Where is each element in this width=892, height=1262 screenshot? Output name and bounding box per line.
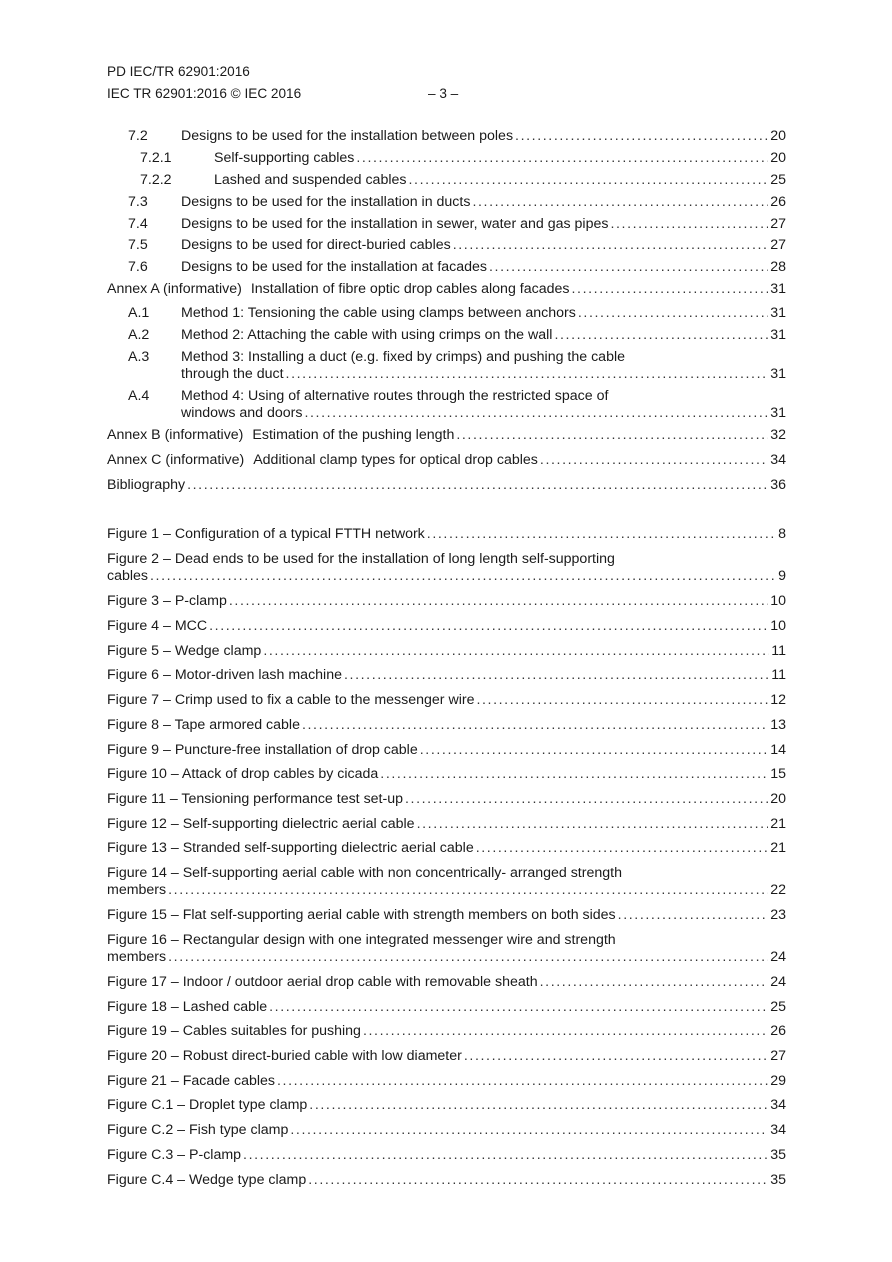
page-number: – 3 –	[428, 86, 459, 101]
toc-item[interactable]	[107, 452, 786, 469]
toc-item-title: Method 3: Installing a duct (e.g. fixed by crimps) and pushing the cable	[181, 349, 626, 365]
toc-item[interactable]	[107, 172, 786, 189]
dot-leader	[417, 816, 769, 833]
toc-item-title: Designs to be used for the installation at facades	[181, 259, 488, 275]
page-reference: 31	[770, 327, 786, 343]
dot-leader	[476, 692, 768, 709]
dot-leader	[363, 1023, 768, 1040]
toc-item-number: 7.3	[128, 194, 148, 210]
title-continuation: cables	[107, 568, 149, 584]
dot-leader	[209, 618, 768, 635]
page-reference: 34	[770, 1097, 786, 1113]
figure-list-item[interactable]	[107, 742, 786, 759]
toc-item-title: Lashed and suspended cables	[214, 172, 407, 188]
toc-item[interactable]	[107, 237, 786, 254]
figure-list-item[interactable]	[107, 1073, 786, 1090]
toc-item-number: Annex C (informative)	[107, 452, 245, 468]
figure-title: Figure 14 – Self-supporting aerial cable with non concentrically- arranged strength	[107, 865, 622, 881]
dot-leader	[187, 477, 768, 494]
document-id: PD IEC/TR 62901:2016	[107, 64, 250, 79]
dot-leader	[304, 405, 768, 422]
toc-item[interactable]	[107, 305, 786, 322]
figure-title: Figure 20 – Robust direct-buried cable with low diameter	[107, 1048, 462, 1064]
figure-title: Figure 15 – Flat self-supporting aerial cable with strength members on both sides	[107, 907, 616, 923]
figure-title: Figure 3 – P-clamp	[107, 593, 227, 609]
figure-list-item[interactable]	[107, 1172, 786, 1189]
page-reference: 27	[770, 237, 786, 253]
dot-leader	[453, 237, 769, 254]
dot-leader	[290, 1122, 768, 1139]
dot-leader	[269, 999, 768, 1016]
page-reference: 31	[770, 281, 786, 297]
page-reference: 28	[770, 259, 786, 275]
toc-item-number: A.2	[128, 327, 150, 343]
dot-leader	[277, 1073, 768, 1090]
page-reference: 26	[770, 194, 786, 210]
copyright-line: IEC TR 62901:2016 © IEC 2016	[107, 86, 302, 101]
page-reference: 31	[770, 366, 786, 382]
toc-item[interactable]	[107, 388, 786, 422]
toc-item-number: 7.2	[128, 128, 148, 144]
figure-list-item[interactable]	[107, 526, 786, 543]
figure-list-item[interactable]	[107, 551, 786, 585]
dot-leader	[540, 974, 769, 991]
toc-item[interactable]	[107, 427, 786, 444]
toc-item-title: Installation of fibre optic drop cables along facades	[250, 281, 570, 297]
dot-leader	[309, 1097, 768, 1114]
dot-leader	[456, 427, 768, 444]
figure-list-item[interactable]	[107, 593, 786, 610]
page-reference: 8	[778, 526, 786, 542]
dot-leader	[578, 305, 768, 322]
dot-leader	[427, 526, 776, 543]
toc-item-title: Designs to be used for direct-buried cables	[181, 237, 451, 253]
figure-list-item[interactable]	[107, 974, 786, 991]
page-reference: 32	[770, 427, 786, 443]
page-reference: 20	[770, 150, 786, 166]
dot-leader	[472, 194, 768, 211]
page-reference: 13	[770, 717, 786, 733]
page-reference: 35	[770, 1147, 786, 1163]
page-reference: 34	[770, 452, 786, 468]
figure-title: Figure 4 – MCC	[107, 618, 208, 634]
dot-leader	[464, 1048, 768, 1065]
toc-item-number: 7.5	[128, 237, 148, 253]
figure-title: Figure 5 – Wedge clamp	[107, 643, 262, 659]
figure-list-item[interactable]	[107, 643, 786, 660]
dot-leader	[150, 568, 776, 585]
page-reference: 24	[770, 949, 786, 965]
figure-title: Figure C.3 – P-clamp	[107, 1147, 242, 1163]
dot-leader	[476, 840, 769, 857]
figure-title: Figure 19 – Cables suitables for pushing	[107, 1023, 361, 1039]
dot-leader	[571, 281, 768, 298]
dot-leader	[263, 643, 769, 660]
figure-list-item[interactable]	[107, 840, 786, 857]
figure-title: Figure 2 – Dead ends to be used for the installation of long length self-supporting	[107, 551, 615, 567]
page-reference: 22	[770, 882, 786, 898]
dot-leader	[286, 366, 769, 383]
figure-list-item[interactable]	[107, 999, 786, 1016]
toc-item-number: A.3	[128, 349, 150, 365]
figure-title: Figure 7 – Crimp used to fix a cable to the messenger wire	[107, 692, 475, 708]
figure-title: Figure 10 – Attack of drop cables by cicada	[107, 766, 379, 782]
figure-list-item[interactable]	[107, 1122, 786, 1139]
figure-title: Figure C.2 – Fish type clamp	[107, 1122, 289, 1138]
toc-item[interactable]	[107, 128, 786, 145]
toc-item-title: Bibliography	[107, 477, 186, 493]
toc-item[interactable]	[107, 216, 786, 233]
page-reference: 12	[770, 692, 786, 708]
title-continuation: members	[107, 882, 167, 898]
dot-leader	[168, 882, 768, 899]
figure-list-item[interactable]	[107, 1097, 786, 1114]
toc-item-number: 7.6	[128, 259, 148, 275]
figure-list-item[interactable]	[107, 1147, 786, 1164]
toc-item-title: Designs to be used for the installation in sewer, water and gas pipes	[181, 216, 609, 232]
page-reference: 10	[770, 618, 786, 634]
figure-list-item[interactable]	[107, 766, 786, 783]
toc-item-title: Method 4: Using of alternative routes through the restricted space of	[181, 388, 609, 404]
dot-leader	[540, 452, 768, 469]
page-reference: 9	[778, 568, 786, 584]
page-reference: 14	[770, 742, 786, 758]
dot-leader	[344, 667, 769, 684]
figure-list-item[interactable]	[107, 907, 786, 924]
dot-leader	[420, 742, 768, 759]
figure-list-item[interactable]	[107, 692, 786, 709]
toc-item-number: 7.2.2	[140, 172, 172, 188]
figure-title: Figure 18 – Lashed cable	[107, 999, 268, 1015]
page-reference: 35	[770, 1172, 786, 1188]
toc-item-number: Annex B (informative)	[107, 427, 244, 443]
toc-item[interactable]	[107, 477, 786, 494]
figure-list-item[interactable]	[107, 816, 786, 833]
page-reference: 27	[770, 1048, 786, 1064]
dot-leader	[618, 907, 769, 924]
figure-list-item[interactable]	[107, 667, 786, 684]
dot-leader	[168, 949, 768, 966]
dot-leader	[229, 593, 768, 610]
page-reference: 21	[770, 840, 786, 856]
toc-item-number: A.1	[128, 305, 150, 321]
toc-item-title: Additional clamp types for optical drop cables	[253, 452, 538, 468]
page-reference: 29	[770, 1073, 786, 1089]
page-reference: 21	[770, 816, 786, 832]
toc-item-title: Method 1: Tensioning the cable using clamps between anchors	[181, 305, 576, 321]
page-reference: 36	[770, 477, 786, 493]
page-reference: 20	[770, 128, 786, 144]
page-reference: 25	[770, 999, 786, 1015]
figure-title: Figure 21 – Facade cables	[107, 1073, 275, 1089]
toc-item[interactable]	[107, 259, 786, 276]
toc-item-title: Designs to be used for the installation in ducts	[181, 194, 471, 210]
figure-title: Figure C.1 – Droplet type clamp	[107, 1097, 308, 1113]
figure-title: Figure C.4 – Wedge type clamp	[107, 1172, 307, 1188]
figure-list-item[interactable]	[107, 932, 786, 966]
dot-leader	[380, 766, 768, 783]
page-reference: 31	[770, 305, 786, 321]
page-reference: 26	[770, 1023, 786, 1039]
figure-title: Figure 1 – Configuration of a typical FTTH network	[107, 526, 425, 542]
figure-title: Figure 13 – Stranded self-supporting dielectric aerial cable	[107, 840, 474, 856]
dot-leader	[405, 791, 768, 808]
title-continuation: members	[107, 949, 167, 965]
page-reference: 11	[771, 643, 786, 659]
toc-item[interactable]	[107, 349, 786, 383]
page-reference: 27	[770, 216, 786, 232]
toc-item[interactable]	[107, 327, 786, 344]
toc-item-title: Method 2: Attaching the cable with using crimps on the wall	[181, 327, 553, 343]
dot-leader	[356, 150, 768, 167]
page-reference: 20	[770, 791, 786, 807]
dot-leader	[302, 717, 768, 734]
dot-leader	[554, 327, 768, 344]
toc-item-title: Self-supporting cables	[214, 150, 355, 166]
toc-item[interactable]	[107, 150, 786, 167]
page-reference: 31	[770, 405, 786, 421]
title-continuation: windows and doors	[181, 405, 303, 421]
figure-list-item[interactable]	[107, 717, 786, 734]
toc-item-number: 7.4	[128, 216, 148, 232]
document-copyright	[107, 86, 459, 101]
page-reference: 25	[770, 172, 786, 188]
page-reference: 11	[771, 667, 786, 683]
page-reference: 23	[770, 907, 786, 923]
toc-item-number: 7.2.1	[140, 150, 172, 166]
toc-item-title: Designs to be used for the installation between poles	[181, 128, 514, 144]
toc-item-number: Annex A (informative)	[107, 281, 242, 297]
figure-title: Figure 16 – Rectangular design with one integrated messenger wire and strength	[107, 932, 616, 948]
dot-leader	[243, 1147, 768, 1164]
figure-list-item[interactable]	[107, 791, 786, 808]
figure-title: Figure 9 – Puncture-free installation of drop cable	[107, 742, 418, 758]
figure-title: Figure 12 – Self-supporting dielectric aerial cable	[107, 816, 415, 832]
figure-title: Figure 8 – Tape armored cable	[107, 717, 300, 733]
figure-list-item[interactable]	[107, 1023, 786, 1040]
figure-list-item[interactable]	[107, 865, 786, 899]
dot-leader	[610, 216, 768, 233]
toc-item[interactable]	[107, 194, 786, 211]
toc-item[interactable]	[107, 281, 786, 298]
dot-leader	[489, 259, 768, 276]
figure-title: Figure 6 – Motor-driven lash machine	[107, 667, 342, 683]
figure-title: Figure 17 – Indoor / outdoor aerial drop cable with removable sheath	[107, 974, 538, 990]
toc-item-number: A.4	[128, 388, 150, 404]
page-reference: 15	[770, 766, 786, 782]
page-reference: 10	[770, 593, 786, 609]
dot-leader	[408, 172, 768, 189]
figure-list-item[interactable]	[107, 1048, 786, 1065]
title-continuation: through the duct	[181, 366, 284, 382]
figure-list-item[interactable]	[107, 618, 786, 635]
page-reference: 24	[770, 974, 786, 990]
page-reference: 34	[770, 1122, 786, 1138]
figure-title: Figure 11 – Tensioning performance test set-up	[107, 791, 404, 807]
dot-leader	[308, 1172, 768, 1189]
toc-item-title: Estimation of the pushing length	[252, 427, 455, 443]
dot-leader	[515, 128, 768, 145]
